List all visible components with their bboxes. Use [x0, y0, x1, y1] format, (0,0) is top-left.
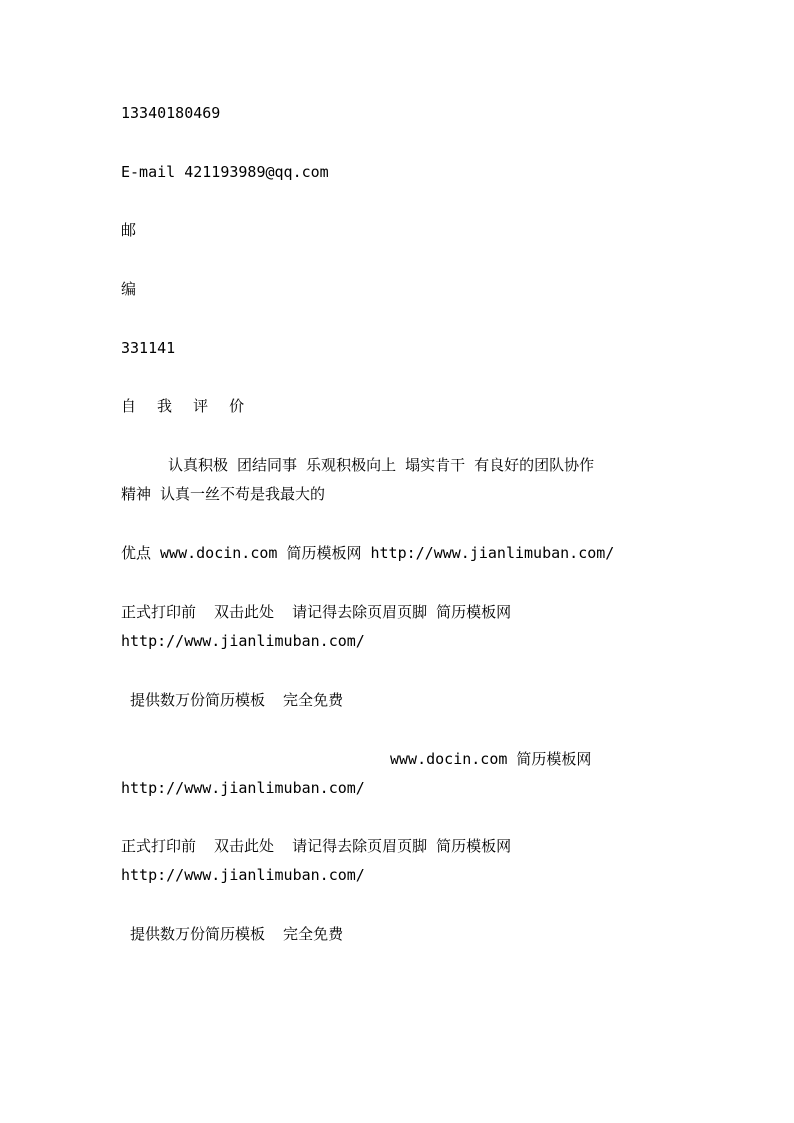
self-evaluation-heading: 自 我 评 价	[121, 397, 246, 415]
free-templates-promo: 提供数万份简历模板 完全免费	[130, 691, 344, 709]
email-address: E-mail 421193989@qq.com	[121, 163, 329, 181]
self-evaluation-text-line-2: 精神 认真一丝不苟是我最大的	[121, 485, 326, 503]
print-notice: 正式打印前 双击此处 请记得去除页眉页脚 简历模板网	[121, 603, 512, 621]
self-evaluation-text-line-3: 优点 www.docin.com 简历模板网 http://www.jianlimuban.com/	[121, 544, 615, 562]
postcode-label-part-2: 编	[121, 280, 137, 298]
docin-site-label: www.docin.com 简历模板网	[390, 750, 592, 768]
template-site-url: http://www.jianlimuban.com/	[121, 632, 365, 650]
phone-number: 13340180469	[121, 104, 221, 122]
template-site-url: http://www.jianlimuban.com/	[121, 866, 365, 884]
self-evaluation-text-line-1: 认真积极 团结同事 乐观积极向上 塌实肯干 有良好的团队协作	[168, 456, 595, 474]
postcode-label-part-1: 邮	[121, 221, 137, 239]
template-site-url: http://www.jianlimuban.com/	[121, 779, 365, 797]
postcode-value: 331141	[121, 339, 176, 357]
print-notice: 正式打印前 双击此处 请记得去除页眉页脚 简历模板网	[121, 837, 512, 855]
free-templates-promo: 提供数万份简历模板 完全免费	[130, 925, 344, 943]
